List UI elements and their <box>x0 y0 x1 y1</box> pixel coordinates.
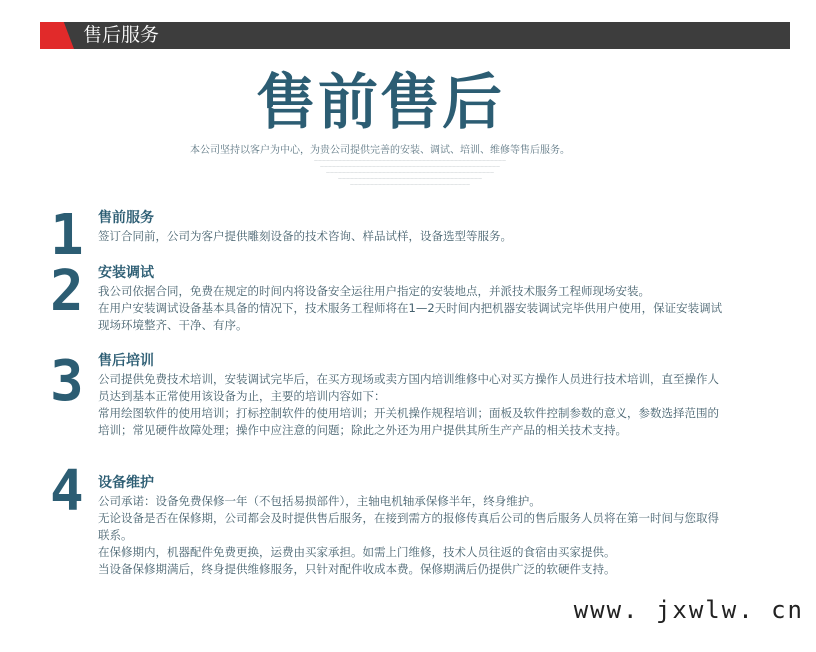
section-text: 无论设备是否在保修期，公司都会及时提供售后服务，在接到需方的报修传真后公司的售后服务人员将在第一时间与您取得联系。 <box>98 511 719 542</box>
section-maintenance <box>98 474 728 578</box>
section-title: 安装调试 <box>98 265 154 281</box>
section-text: 当设备保修期满后，终身提供维修服务，只针对配件收成本费。保修期满后仍提供广泛的软硬件支持。 <box>98 562 616 576</box>
section-number-4: 4 <box>50 459 84 524</box>
hero-title: 售前售后 <box>256 68 504 138</box>
section-number-2: 2 <box>50 259 84 324</box>
website-url: www. jxwlw. cn <box>573 596 804 624</box>
section-text: 在保修期内，机器配件免费更换，运费由买家承担。如需上门维修，技术人员往返的食宿由买家提供。 <box>98 545 616 559</box>
section-text: 公司承诺：设备免费保修一年（不包括易损部件），主轴电机轴承保修半年，终身维护。 <box>98 494 541 508</box>
section-title: 设备维护 <box>98 475 154 491</box>
decorative-text-lines: ———————————————————————————————————————————————— ————————————————————————————————————————————— —————————————————————————————————————————— ———————————————————————————————————— —————————————————————————————— <box>314 158 506 187</box>
banner-title: 售后服务 <box>83 24 160 46</box>
section-installation <box>98 264 728 334</box>
hero-subtitle: 本公司坚持以客户为中心，为贵公司提供完善的安装、调试、培训、维修等售后服务。 <box>190 145 570 156</box>
section-text: 我公司依据合同，免费在规定的时间内将设备安全运往用户指定的安装地点，并派技术服务工程师现场安装。 <box>98 284 650 298</box>
section-title: 售前服务 <box>98 210 154 226</box>
section-text: 公司提供免费技术培训，安装调试完毕后，在买方现场或卖方国内培训维修中心对买方操作人员进行技术培训，直至操作人员达到基本正常使用该设备为止，主要的培训内容如下： <box>98 372 719 403</box>
section-banner <box>40 22 790 49</box>
section-training <box>98 352 728 439</box>
section-number-1: 1 <box>50 203 84 268</box>
section-text: 签订合同前，公司为客户提供雕刻设备的技术咨询、样品试样，设备选型等服务。 <box>98 229 512 243</box>
section-text: 常用绘图软件的使用培训；打标控制软件的使用培训；开关机操作规程培训；面板及软件控制参数的意义，参数选择范围的培训；常见硬件故障处理；操作中应注意的问题；除此之外还为用户提供其所生产产品的相关技术支持。 <box>98 406 719 437</box>
section-number-3: 3 <box>50 349 84 414</box>
section-text: 在用户安装调试设备基本具备的情况下，技术服务工程师将在1—2天时间内把机器安装调试完毕供用户使用，保证安装调试现场环境整齐、干净、有序。 <box>98 301 723 332</box>
banner-accent <box>40 22 74 49</box>
section-presale <box>98 209 728 245</box>
section-title: 售后培训 <box>98 353 154 369</box>
